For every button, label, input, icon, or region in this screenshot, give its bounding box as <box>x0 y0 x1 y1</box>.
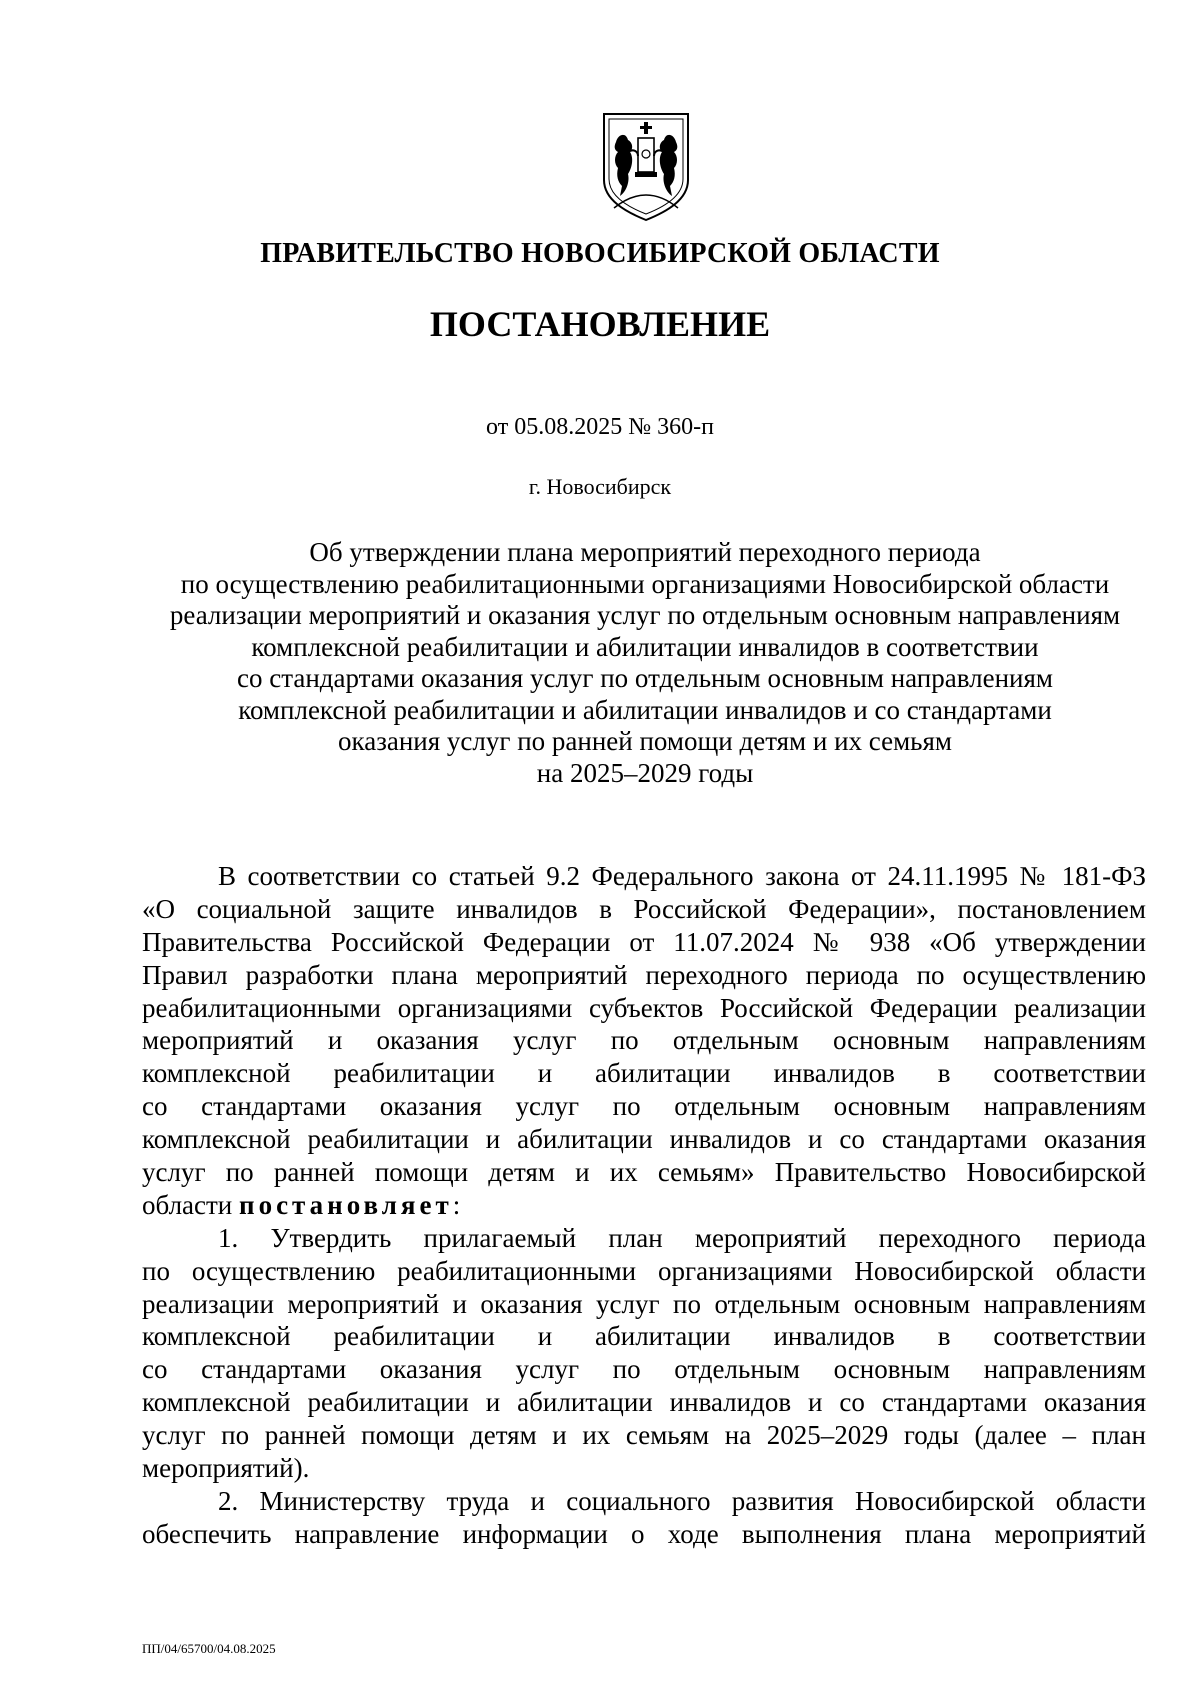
body-line: Правительства Российской Федерации от 11.07.2024 № 938 «Об утверждении <box>142 926 1146 957</box>
subject-line: Об утверждении плана мероприятий переходного периода <box>309 537 981 567</box>
body-line: комплексной реабилитации и абилитации инвалидов в соответствии <box>142 1058 1146 1089</box>
body-line: В соответствии со статьей 9.2 Федерального закона от 24.11.1995 № 181-ФЗ <box>218 861 1146 891</box>
subject-line: на 2025–2029 годы <box>536 757 754 788</box>
body-line: «О социальной защите инвалидов в Российской Федерации», постановлением <box>142 893 1146 924</box>
body-line: мероприятий и оказания услуг по отдельным основным направлениям <box>142 1025 1146 1056</box>
document-code: ПП/04/65700/04.08.2025 <box>142 1641 276 1656</box>
item-1-line: реализации мероприятий и оказания услуг по отдельным основным направлениям <box>142 1288 1146 1319</box>
item-1-line: по осуществлению реабилитационными организациями Новосибирской области <box>142 1255 1146 1286</box>
subject-line: комплексной реабилитации и абилитации инвалидов в соответствии <box>251 631 1039 662</box>
decree-keyword: постановляет <box>239 1189 453 1220</box>
decree-suffix: : <box>452 1189 461 1220</box>
body-line: комплексной реабилитации и абилитации инвалидов и со стандартами оказания <box>142 1124 1146 1155</box>
coat-of-arms-icon <box>600 112 692 222</box>
item-1-line: услуг по ранней помощи детям и их семьям на 2025–2029 годы (далее – план <box>142 1420 1146 1451</box>
document-body <box>142 860 1146 1551</box>
city: г. Новосибирск <box>528 474 672 499</box>
subject-line: оказания услуг по ранней помощи детям и их семьям <box>338 726 952 756</box>
document-type: ПОСТАНОВЛЕНИЕ <box>429 304 771 344</box>
subject-line: комплексной реабилитации и абилитации инвалидов и со стандартами <box>238 694 1052 725</box>
item-1-line: комплексной реабилитации и абилитации инвалидов и со стандартами оказания <box>142 1387 1146 1418</box>
item-1-line: мероприятий). <box>142 1453 310 1484</box>
date-and-number: от 05.08.2025 № 360-п <box>486 414 714 440</box>
organization-name: ПРАВИТЕЛЬСТВО НОВОСИБИРСКОЙ ОБЛАСТИ <box>260 238 940 269</box>
item-2-line: 2. Министерству труда и социального развития Новосибирской области <box>218 1485 1146 1516</box>
item-2-line: обеспечить направление информации о ходе выполнения плана мероприятий <box>142 1518 1146 1549</box>
decree-line <box>142 1189 1146 1222</box>
body-line: реабилитационными организациями субъектов Российской Федерации реализации <box>142 992 1146 1023</box>
body-line: со стандартами оказания услуг по отдельным основным направлениям <box>142 1091 1146 1122</box>
item-1-line: комплексной реабилитации и абилитации инвалидов в соответствии <box>142 1321 1146 1352</box>
subject-line: реализации мероприятий и оказания услуг по отдельным основным направлениям <box>169 600 1121 630</box>
decree-prefix: области <box>142 1189 240 1220</box>
document-subject <box>140 537 1150 789</box>
body-line: услуг по ранней помощи детям и их семьям» Правительство Новосибирской <box>142 1157 1146 1188</box>
item-1-line: со стандартами оказания услуг по отдельным основным направлениям <box>142 1354 1146 1385</box>
subject-line: по осуществлению реабилитационными организациями Новосибирской области <box>180 568 1110 599</box>
body-line: Правил разработки плана мероприятий переходного периода по осуществлению <box>142 959 1146 990</box>
item-1-line: 1. Утвердить прилагаемый план мероприятий переходного периода <box>218 1222 1146 1253</box>
subject-line: со стандартами оказания услуг по отдельным основным направлениям <box>237 663 1053 693</box>
